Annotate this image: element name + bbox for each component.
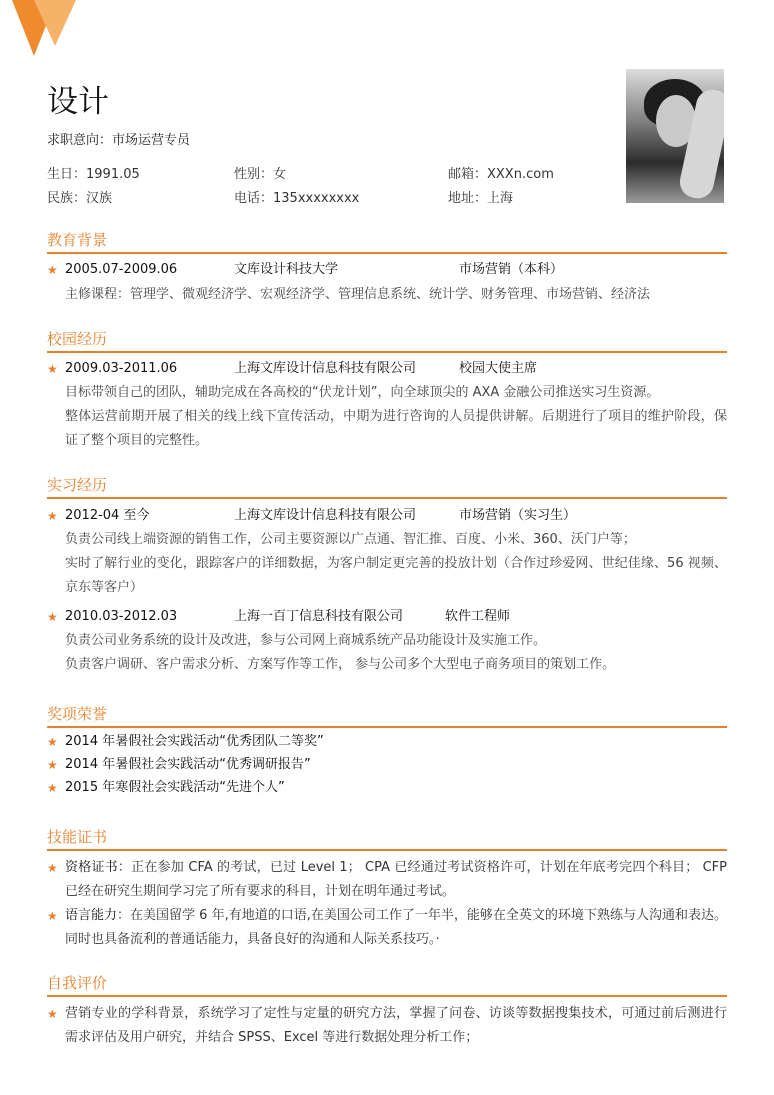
- star-icon: ★: [47, 909, 58, 923]
- star-icon: ★: [47, 610, 58, 624]
- section-title-internship: 实习经历: [47, 476, 108, 494]
- self-eval-item: [47, 1002, 727, 1050]
- award-item: [47, 753, 727, 777]
- star-icon: ★: [47, 362, 58, 376]
- campus-desc-2: 整体运营前期开展了相关的线上线下宣传活动，中期为进行咨询的人员提供讲解。后期进行了项目的维护阶段，保证了整个项目的完整性。: [65, 409, 727, 448]
- star-icon: ★: [47, 263, 58, 277]
- section-divider: [47, 995, 727, 997]
- section-title-self-eval: 自我评价: [47, 974, 108, 992]
- skill-item: [47, 904, 727, 952]
- job-intent: 求职意向：市场运营专员: [47, 133, 191, 148]
- award-text: 2015 年寒假社会实践活动“先进个人”: [65, 780, 285, 795]
- page-title: 设计: [47, 84, 109, 120]
- star-icon: ★: [47, 758, 58, 772]
- skill-item: [47, 856, 727, 904]
- skill-text: ：正在参加 CFA 的考试，已过 Level 1； CPA 已经通过考试资格许可，计划在年底考完四个科目； CFP 已经在研究生期间学习完了所有要求的科目，计划在明年通过考试。: [65, 860, 727, 899]
- job-role: 软件工程师: [445, 609, 511, 624]
- job-date: 2010.03-2012.03: [65, 609, 178, 624]
- birth-info: 生日：1991.05: [47, 167, 140, 182]
- campus-org: 上海文库设计信息科技有限公司: [234, 361, 417, 376]
- campus-desc-1: 目标带领自己的团队，辅助完成在各高校的“伏龙计划”，向全球顶尖的 AXA 金融公司推送实习生资源。: [65, 385, 660, 400]
- gender-info: 性别：女: [234, 167, 287, 182]
- education-entry: [47, 258, 727, 282]
- section-divider: [47, 252, 727, 254]
- education-date: 2005.07-2009.06: [65, 262, 178, 277]
- education-school: 文库设计科技大学: [234, 262, 339, 277]
- section-title-awards: 奖项荣誉: [47, 705, 108, 723]
- job-org: 上海一百丁信息科技有限公司: [234, 609, 404, 624]
- section-divider: [47, 726, 727, 728]
- campus-entry: [47, 357, 727, 381]
- skill-label: 资格证书: [65, 860, 118, 875]
- address-info: 地址：上海: [448, 191, 514, 206]
- award-text: 2014 年暑假社会实践活动“优秀调研报告”: [65, 757, 311, 772]
- job-role: 市场营销（实习生）: [459, 508, 577, 523]
- skill-label: 语言能力: [65, 908, 118, 923]
- section-divider: [47, 351, 727, 353]
- job-date: 2012-04 至今: [65, 508, 150, 523]
- job-org: 上海文库设计信息科技有限公司: [234, 508, 417, 523]
- star-icon: ★: [47, 509, 58, 523]
- self-eval-text: 营销专业的学科背景，系统学习了定性与定量的研究方法，掌握了问卷、访谈等数据搜集技术，可通过前后测进行需求评估及用户研究，并结合 SPSS、Excel 等进行数据处理分析工作；: [65, 1006, 727, 1045]
- section-title-skills: 技能证书: [47, 828, 108, 846]
- section-title-education: 教育背景: [47, 231, 108, 249]
- job-desc: 实时了解行业的变化，跟踪客户的详细数据，为客户制定更完善的投放计划（合作过珍爱网、世纪佳缘、56 视频、京东等客户）: [65, 556, 727, 595]
- section-title-campus: 校园经历: [47, 330, 108, 348]
- award-text: 2014 年暑假社会实践活动“优秀团队二等奖”: [65, 734, 324, 749]
- job-entry: [47, 504, 727, 528]
- campus-role: 校园大使主席: [459, 361, 538, 376]
- education-courses: 主修课程：管理学、微观经济学、宏观经济学、管理信息系统、统计学、财务管理、市场营销、经济法: [65, 287, 651, 302]
- award-item: [47, 730, 727, 754]
- award-item: [47, 776, 727, 800]
- section-divider: [47, 497, 727, 499]
- email-info: 邮箱：XXXn.com: [448, 167, 554, 182]
- star-icon: ★: [47, 781, 58, 795]
- job-desc: 负责公司线上端资源的销售工作，公司主要资源以广点通、智汇推、百度、小米、360、沃门户等；: [65, 532, 636, 547]
- job-desc: 负责客户调研、客户需求分析、方案写作等工作， 参与公司多个大型电子商务项目的策划工作。: [65, 657, 616, 672]
- job-entry: [47, 605, 727, 629]
- education-major: 市场营销（本科）: [459, 262, 564, 277]
- chevron-logo-icon: [12, 0, 76, 58]
- profile-photo: [626, 69, 724, 203]
- star-icon: ★: [47, 735, 58, 749]
- section-divider: [47, 849, 727, 851]
- star-icon: ★: [47, 861, 58, 875]
- phone-info: 电话：135xxxxxxxx: [234, 191, 360, 206]
- campus-date: 2009.03-2011.06: [65, 361, 178, 376]
- job-desc: 负责公司业务系统的设计及改进，参与公司网上商城系统产品功能设计及实施工作。: [65, 633, 547, 648]
- ethnicity-info: 民族：汉族: [47, 191, 113, 206]
- skill-text: ：在美国留学 6 年,有地道的口语,在美国公司工作了一年半，能够在全英文的环境下熟练与人沟通和表达。同时也具备流利的普通话能力，具备良好的沟通和人际关系技巧。·: [65, 908, 727, 947]
- star-icon: ★: [47, 1007, 58, 1021]
